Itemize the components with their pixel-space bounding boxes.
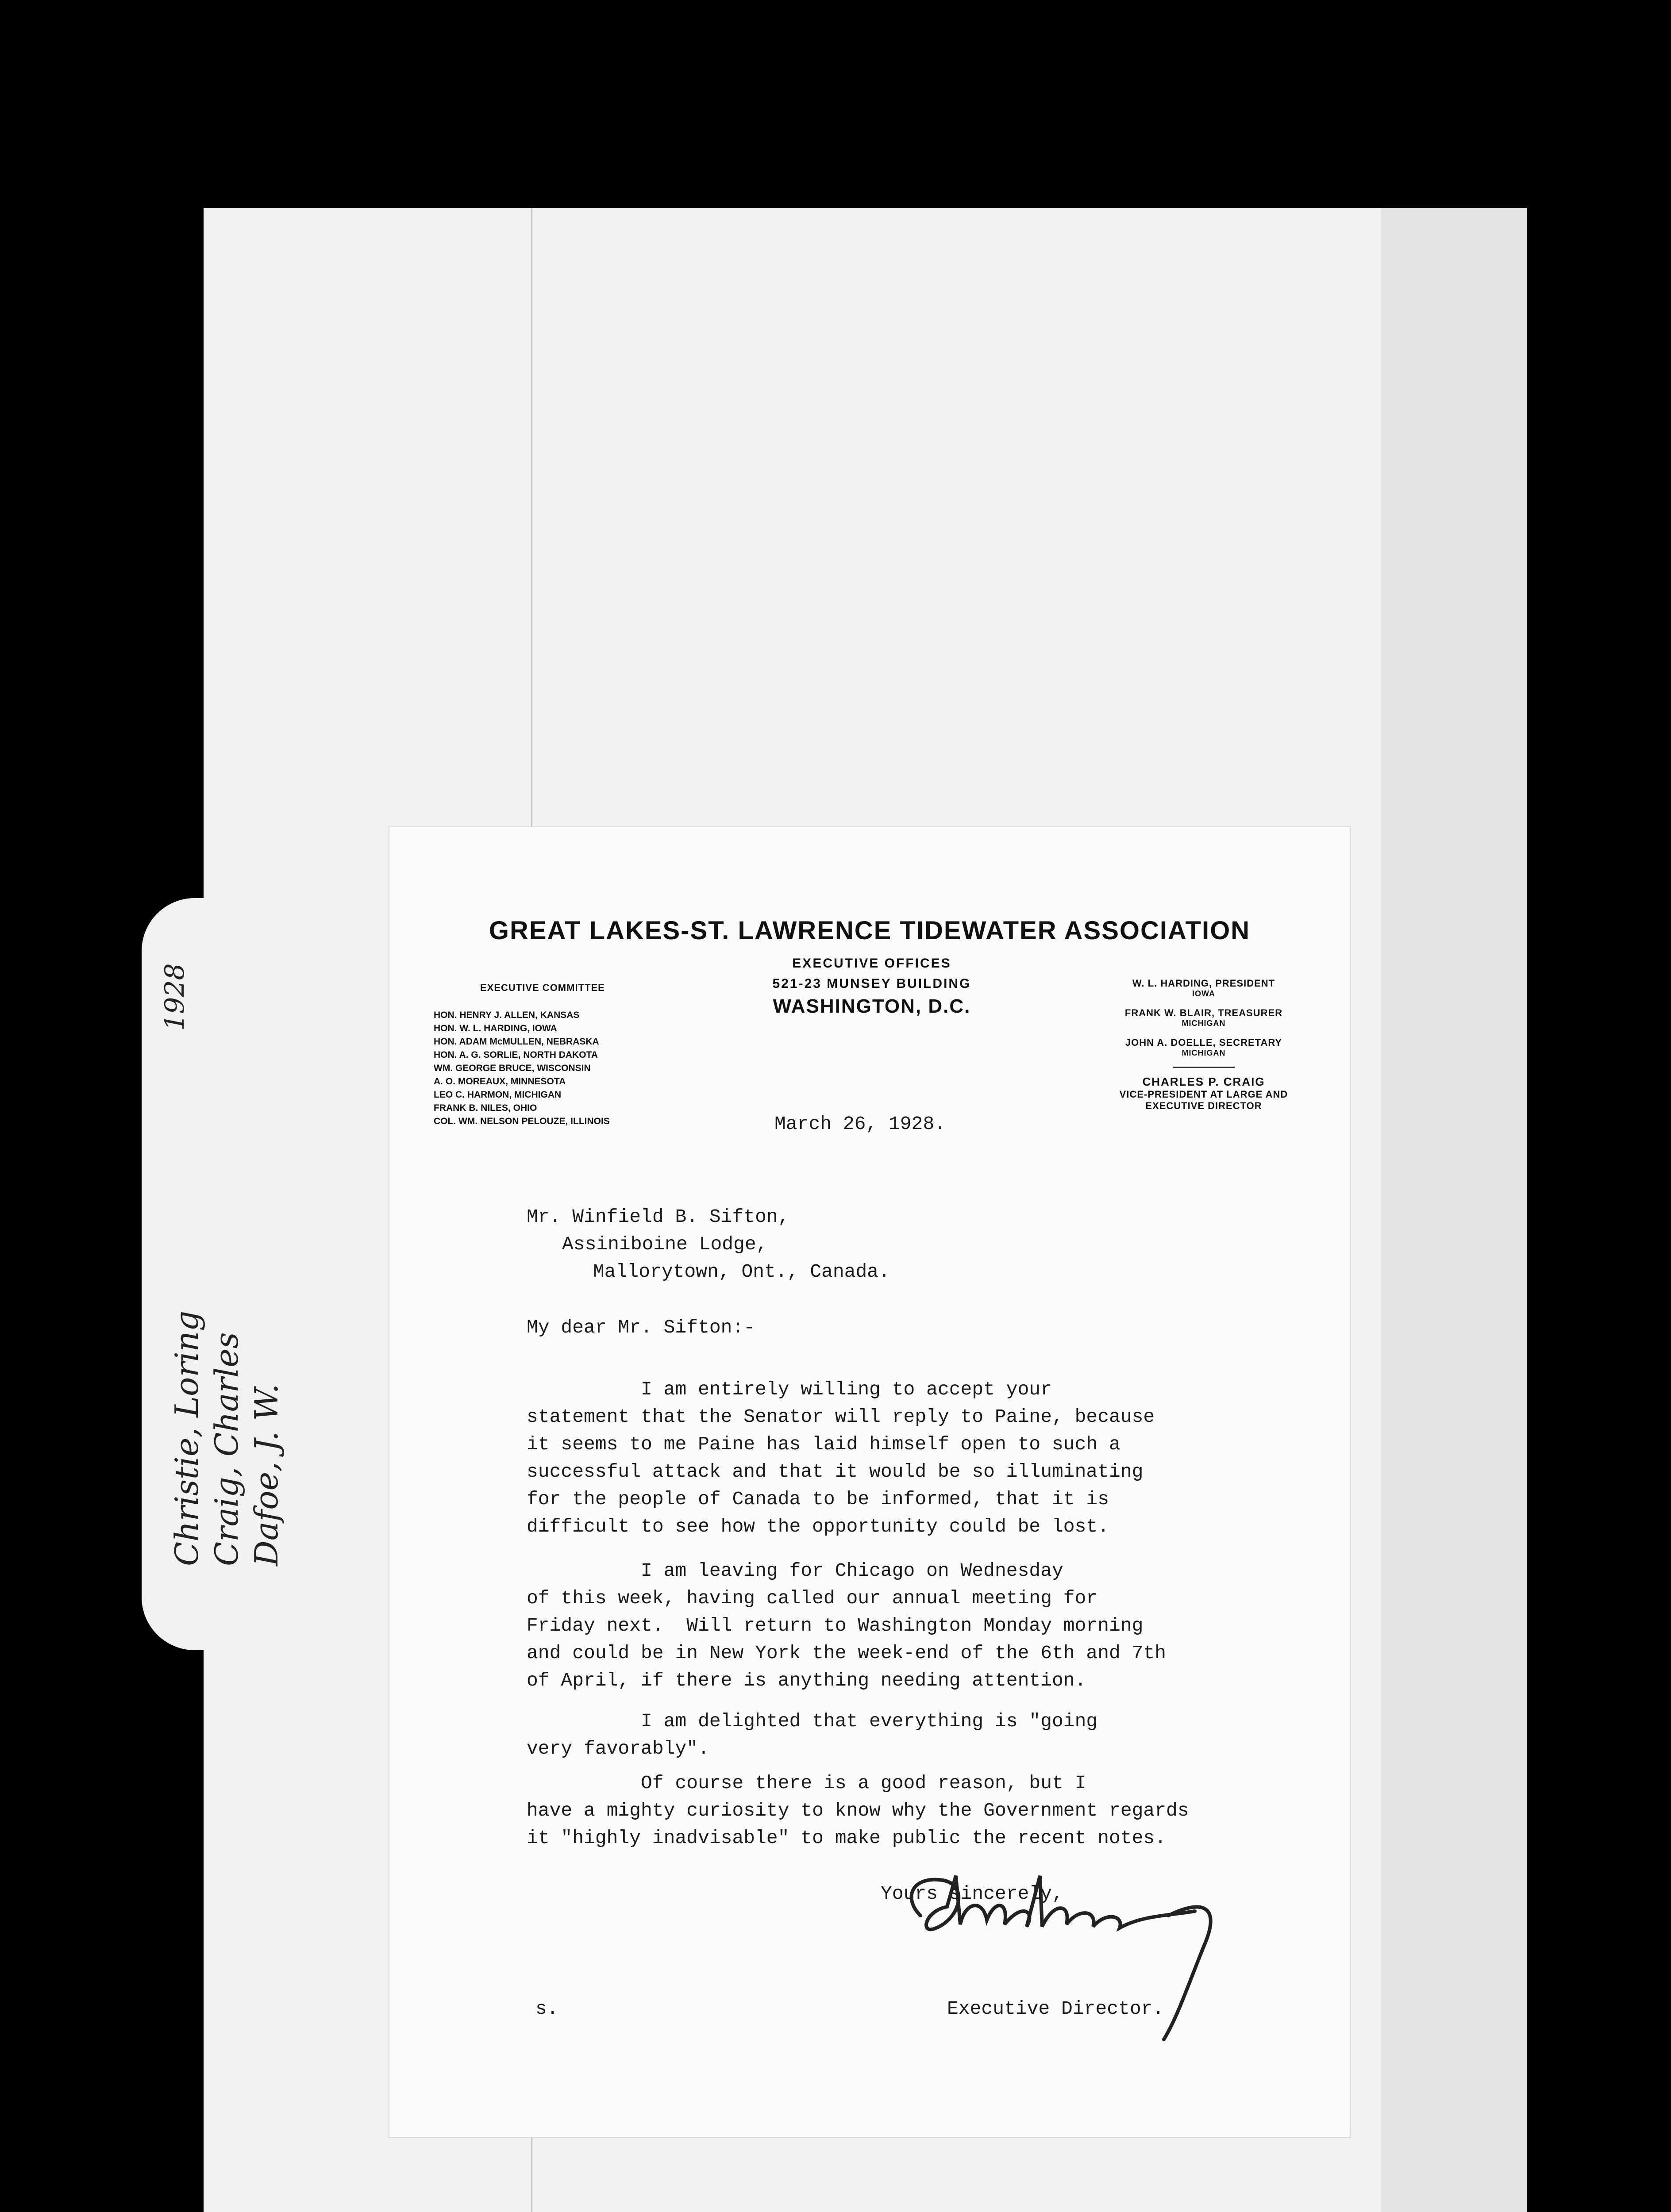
officers-list — [1080, 978, 1328, 1112]
typist-initial: s. — [535, 1998, 558, 2020]
letter-date: March 26, 1928. — [774, 1113, 946, 1135]
text-line: and could be in New York the week-end of the 6th and 7th — [527, 1642, 1167, 1664]
director-title-1: VICE-PRESIDENT AT LARGE AND — [1119, 1089, 1288, 1100]
text-line: for the people of Canada to be informed, that it is — [527, 1488, 1109, 1510]
officer-state: IOWA — [1192, 989, 1215, 998]
text-line: statement that the Senator will reply to Paine, because — [527, 1406, 1155, 1428]
officer-state: MICHIGAN — [1182, 1019, 1226, 1028]
paragraph-2 — [527, 1557, 1166, 1694]
address-line-3: Mallorytown, Ont., Canada. — [593, 1261, 890, 1283]
address-line-1: Mr. Winfield B. Sifton, — [527, 1206, 789, 1228]
city: WASHINGTON, D.C. — [773, 995, 971, 1017]
committee-heading: EXECUTIVE COMMITTEE — [480, 982, 605, 993]
signer-title: Executive Director. — [947, 1998, 1164, 2020]
closing: Yours sincerely, — [881, 1883, 1063, 1905]
margin-note-name-2: Craig, Charles — [208, 1332, 245, 1566]
committee-member: HON. A. G. SORLIE, NORTH DAKOTA — [434, 1050, 598, 1060]
committee-member: LEO C. HARMON, MICHIGAN — [434, 1090, 562, 1100]
text-line: I am leaving for Chicago on Wednesday — [527, 1560, 1063, 1582]
committee-member: HON. ADAM McMULLEN, NEBRASKA — [434, 1037, 599, 1047]
director-title-2: EXECUTIVE DIRECTOR — [1145, 1100, 1262, 1111]
officers-divider — [1173, 1067, 1235, 1068]
letterhead-address — [677, 953, 1067, 1019]
officer-name: JOHN A. DOELLE, SECRETARY — [1125, 1037, 1282, 1048]
text-line: it "highly inadvisable" to make public the recent notes. — [527, 1827, 1167, 1849]
text-line: difficult to see how the opportunity could be lost. — [527, 1516, 1109, 1537]
paragraph-4 — [527, 1770, 1189, 1852]
paragraph-3 — [527, 1708, 1097, 1763]
offices-label: EXECUTIVE OFFICES — [792, 956, 951, 971]
margin-note-name-3: Dafoe, J. W. — [248, 1383, 285, 1566]
letter-sheet — [389, 827, 1350, 2137]
address-line-2: Assiniboine Lodge, — [562, 1233, 768, 1255]
director-name: CHARLES P. CRAIG — [1142, 1075, 1265, 1088]
text-line: of April, if there is anything needing attention. — [527, 1670, 1086, 1691]
text-line: have a mighty curiosity to know why the Government regards — [527, 1800, 1189, 1821]
text-line: Of course there is a good reason, but I — [527, 1772, 1086, 1794]
signature-scribble — [894, 1849, 1292, 2070]
margin-note-year: 1928 — [159, 963, 190, 1031]
salutation: My dear Mr. Sifton:- — [527, 1317, 755, 1338]
margin-note-name-1: Christie, Loring — [168, 1310, 205, 1566]
folder-edge — [1381, 208, 1527, 2212]
committee-member: FRANK B. NILES, OHIO — [434, 1103, 537, 1113]
officer-name: W. L. HARDING, PRESIDENT — [1132, 978, 1275, 989]
text-line: of this week, having called our annual meeting for — [527, 1587, 1098, 1609]
paragraph-1 — [527, 1376, 1155, 1540]
officer-state: MICHIGAN — [1182, 1048, 1226, 1057]
text-line: very favorably". — [527, 1738, 709, 1759]
committee-member: COL. WM. NELSON PELOUZE, ILLINOIS — [434, 1116, 610, 1126]
building-address: 521-23 MUNSEY BUILDING — [772, 976, 971, 991]
letterhead-title: GREAT LAKES-ST. LAWRENCE TIDEWATER ASSOCIATION — [489, 916, 1251, 945]
text-line: I am delighted that everything is "going — [527, 1710, 1098, 1732]
committee-member: HON. HENRY J. ALLEN, KANSAS — [434, 1010, 580, 1020]
officer-name: FRANK W. BLAIR, TREASURER — [1124, 1007, 1283, 1018]
text-line: Friday next. Will return to Washington Monday morning — [527, 1615, 1144, 1636]
committee-member: WM. GEORGE BRUCE, WISCONSIN — [434, 1063, 591, 1073]
committee-list — [434, 1009, 610, 1128]
text-line: I am entirely willing to accept your — [527, 1379, 1052, 1400]
committee-member: A. O. MOREAUX, MINNESOTA — [434, 1076, 566, 1087]
committee-member: HON. W. L. HARDING, IOWA — [434, 1023, 557, 1033]
text-line: successful attack and that it would be so illuminating — [527, 1461, 1144, 1482]
text-line: it seems to me Paine has laid himself open to such a — [527, 1433, 1120, 1455]
